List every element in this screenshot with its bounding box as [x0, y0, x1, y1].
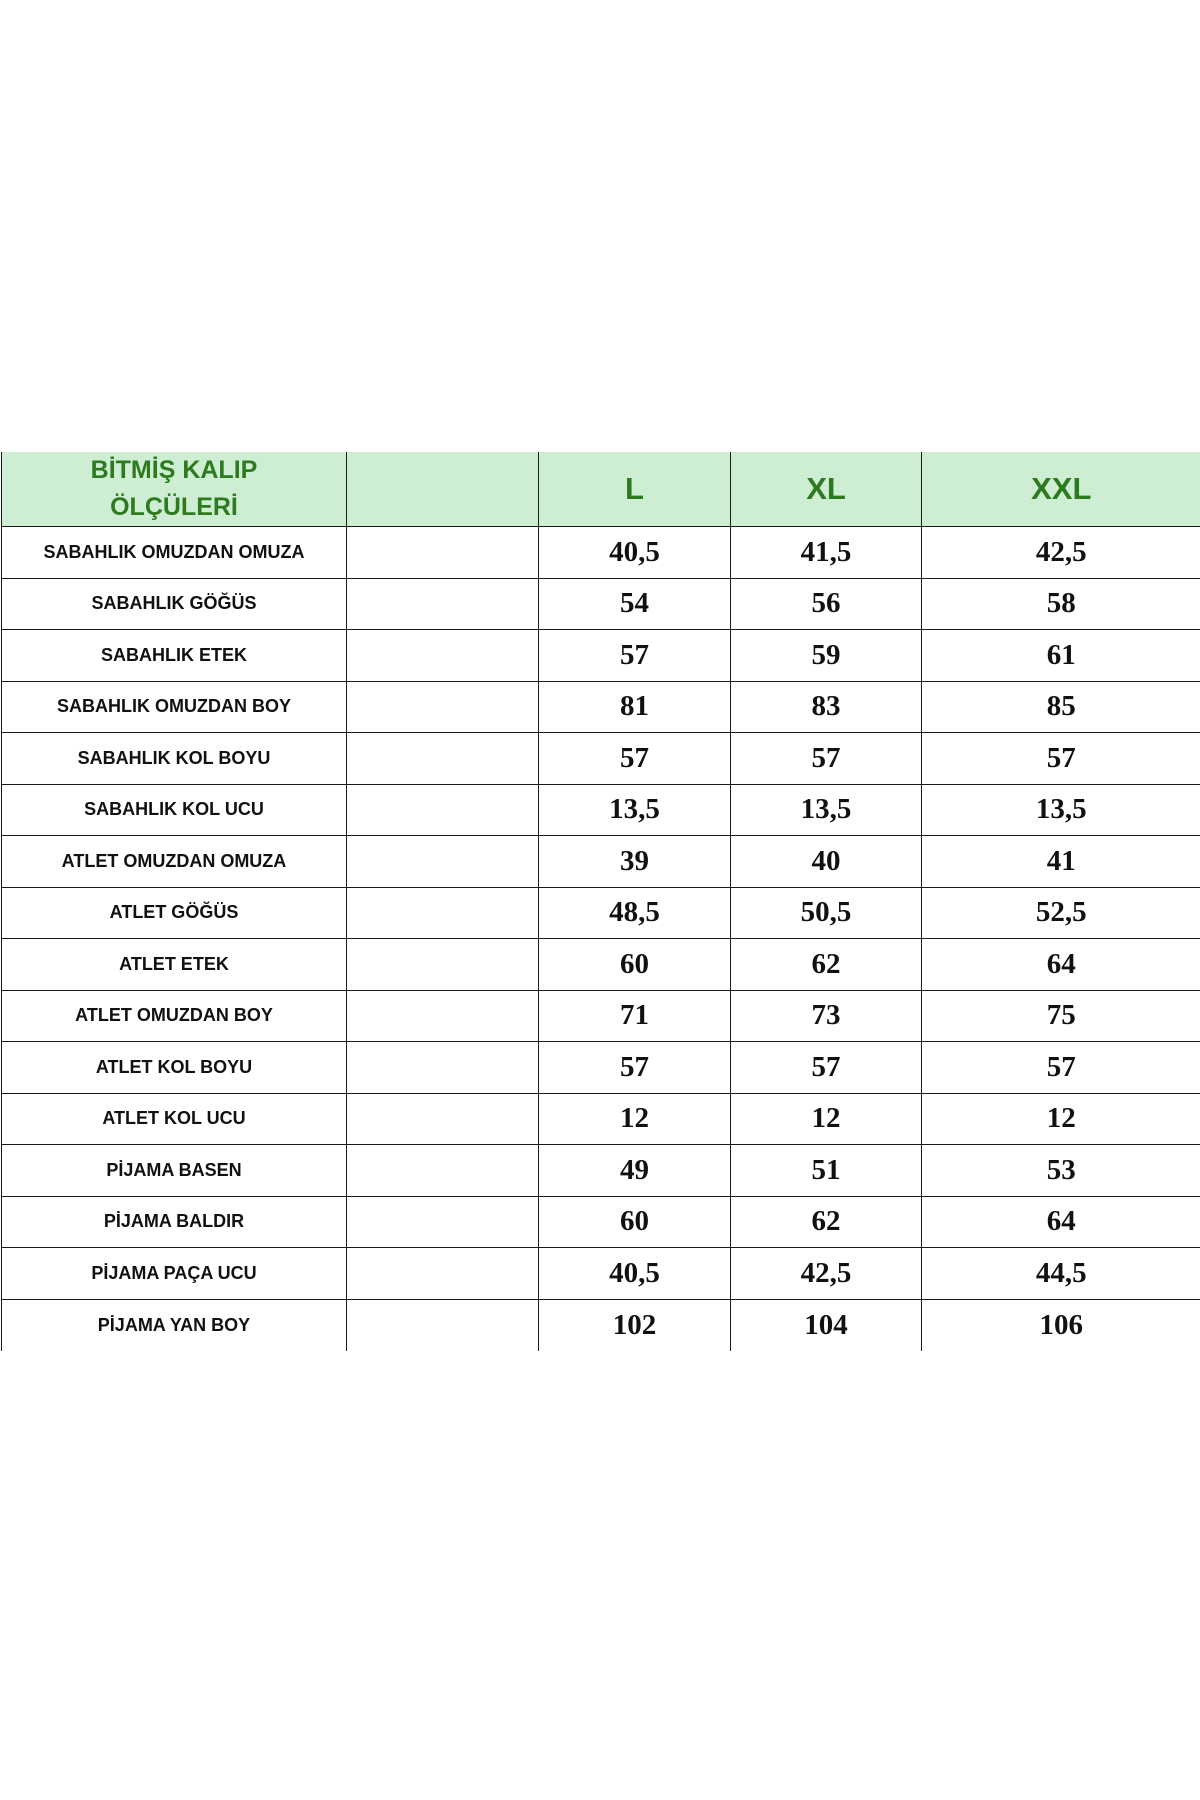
blank-cell	[347, 836, 539, 888]
value-cell-xxl: 13,5	[922, 784, 1200, 836]
table-body	[2, 527, 1200, 1351]
measurement-label: SABAHLIK OMUZDAN BOY	[2, 681, 347, 733]
blank-cell	[347, 1093, 539, 1145]
blank-cell	[347, 578, 539, 630]
measurement-label: SABAHLIK GÖĞÜS	[2, 578, 347, 630]
table-row	[2, 887, 1200, 939]
blank-cell	[347, 1196, 539, 1248]
value-cell-l: 40,5	[539, 527, 731, 579]
value-cell-xl: 57	[731, 733, 922, 785]
value-cell-xl: 50,5	[731, 887, 922, 939]
header-row	[2, 452, 1200, 527]
blank-cell	[347, 527, 539, 579]
value-cell-l: 13,5	[539, 784, 731, 836]
measurement-label: ATLET OMUZDAN BOY	[2, 990, 347, 1042]
value-cell-xl: 42,5	[731, 1248, 922, 1300]
value-cell-l: 57	[539, 733, 731, 785]
value-cell-l: 49	[539, 1145, 731, 1197]
value-cell-xl: 13,5	[731, 784, 922, 836]
value-cell-xxl: 106	[922, 1299, 1200, 1351]
table-title-line1: BİTMİŞ KALIP	[90, 456, 258, 484]
value-cell-l: 71	[539, 990, 731, 1042]
measurement-label: SABAHLIK KOL UCU	[2, 784, 347, 836]
table-row	[2, 733, 1200, 785]
measurement-label: ATLET KOL UCU	[2, 1093, 347, 1145]
value-cell-xxl: 41	[922, 836, 1200, 888]
value-cell-xl: 56	[731, 578, 922, 630]
measurement-label: ATLET ETEK	[2, 939, 347, 991]
value-cell-xl: 83	[731, 681, 922, 733]
table-row	[2, 578, 1200, 630]
value-cell-xxl: 58	[922, 578, 1200, 630]
measurement-label: ATLET OMUZDAN OMUZA	[2, 836, 347, 888]
value-cell-xxl: 85	[922, 681, 1200, 733]
table-row	[2, 1145, 1200, 1197]
size-header-l: L	[539, 452, 731, 527]
blank-cell	[347, 630, 539, 682]
table-row	[2, 939, 1200, 991]
value-cell-xxl: 53	[922, 1145, 1200, 1197]
value-cell-xl: 62	[731, 1196, 922, 1248]
measurement-label: ATLET GÖĞÜS	[2, 887, 347, 939]
value-cell-l: 39	[539, 836, 731, 888]
measurement-label: SABAHLIK OMUZDAN OMUZA	[2, 527, 347, 579]
measurement-label: ATLET KOL BOYU	[2, 1042, 347, 1094]
blank-cell	[347, 887, 539, 939]
table-row	[2, 630, 1200, 682]
measurement-label: PİJAMA BALDIR	[2, 1196, 347, 1248]
value-cell-xxl: 64	[922, 939, 1200, 991]
value-cell-xxl: 52,5	[922, 887, 1200, 939]
measurement-label: PİJAMA PAÇA UCU	[2, 1248, 347, 1300]
table-row	[2, 681, 1200, 733]
table-row	[2, 1196, 1200, 1248]
value-cell-l: 57	[539, 630, 731, 682]
table-row	[2, 1299, 1200, 1351]
blank-cell	[347, 784, 539, 836]
value-cell-xl: 51	[731, 1145, 922, 1197]
table-row	[2, 1042, 1200, 1094]
value-cell-l: 54	[539, 578, 731, 630]
value-cell-xl: 12	[731, 1093, 922, 1145]
table-title-line2: ÖLÇÜLERİ	[110, 493, 238, 521]
value-cell-xl: 41,5	[731, 527, 922, 579]
blank-cell	[347, 1299, 539, 1351]
measurement-label: PİJAMA YAN BOY	[2, 1299, 347, 1351]
measurement-label: SABAHLIK ETEK	[2, 630, 347, 682]
measurement-label: PİJAMA BASEN	[2, 1145, 347, 1197]
size-header-xl: XL	[731, 452, 922, 527]
value-cell-l: 48,5	[539, 887, 731, 939]
blank-cell	[347, 990, 539, 1042]
value-cell-xl: 57	[731, 1042, 922, 1094]
value-cell-xxl: 44,5	[922, 1248, 1200, 1300]
table-row	[2, 990, 1200, 1042]
value-cell-xl: 62	[731, 939, 922, 991]
table-row	[2, 527, 1200, 579]
value-cell-l: 81	[539, 681, 731, 733]
value-cell-l: 40,5	[539, 1248, 731, 1300]
blank-cell	[347, 939, 539, 991]
value-cell-l: 60	[539, 1196, 731, 1248]
value-cell-xxl: 61	[922, 630, 1200, 682]
size-chart-table	[1, 452, 1200, 1351]
blank-cell	[347, 1145, 539, 1197]
size-header-xxl: XXL	[922, 452, 1200, 527]
blank-header-cell	[347, 452, 539, 527]
value-cell-xl: 104	[731, 1299, 922, 1351]
value-cell-xxl: 75	[922, 990, 1200, 1042]
measurement-label: SABAHLIK KOL BOYU	[2, 733, 347, 785]
value-cell-l: 57	[539, 1042, 731, 1094]
value-cell-xxl: 57	[922, 1042, 1200, 1094]
blank-cell	[347, 681, 539, 733]
value-cell-l: 102	[539, 1299, 731, 1351]
table-row	[2, 836, 1200, 888]
table-row	[2, 1093, 1200, 1145]
value-cell-l: 12	[539, 1093, 731, 1145]
value-cell-xl: 73	[731, 990, 922, 1042]
value-cell-xxl: 57	[922, 733, 1200, 785]
value-cell-xxl: 64	[922, 1196, 1200, 1248]
table-title	[2, 452, 347, 527]
table-row	[2, 1248, 1200, 1300]
value-cell-l: 60	[539, 939, 731, 991]
value-cell-xl: 40	[731, 836, 922, 888]
blank-cell	[347, 1042, 539, 1094]
blank-cell	[347, 1248, 539, 1300]
value-cell-xxl: 12	[922, 1093, 1200, 1145]
value-cell-xxl: 42,5	[922, 527, 1200, 579]
table-row	[2, 784, 1200, 836]
blank-cell	[347, 733, 539, 785]
value-cell-xl: 59	[731, 630, 922, 682]
